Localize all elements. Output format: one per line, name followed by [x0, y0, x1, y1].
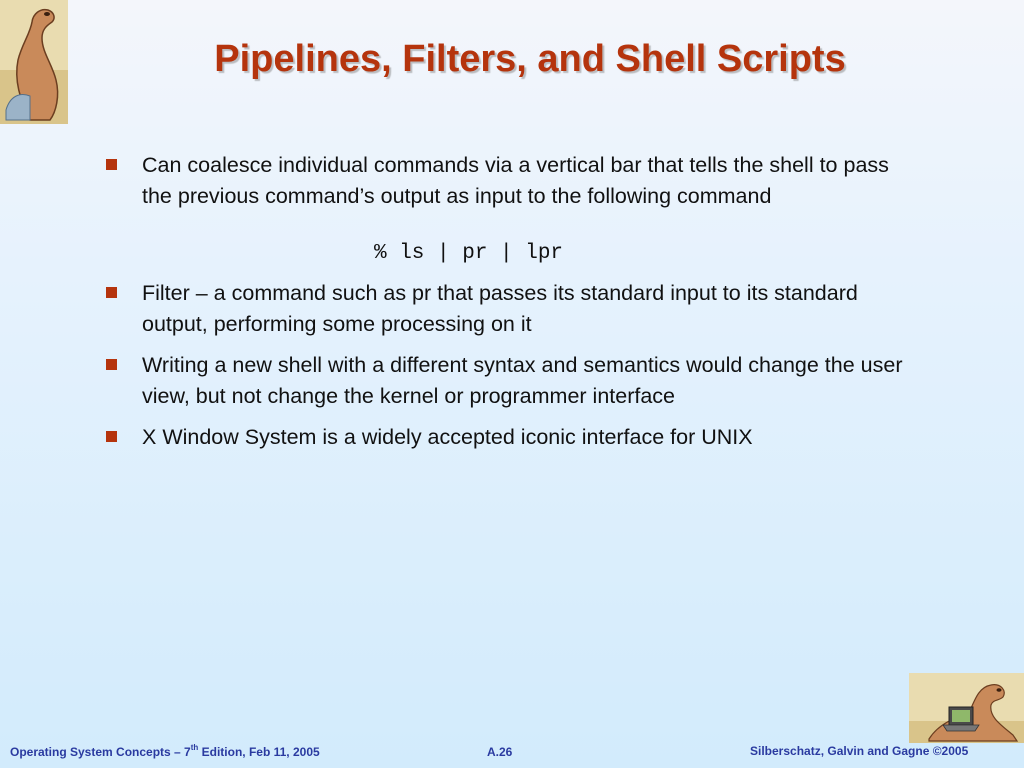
- square-bullet-icon: [106, 359, 117, 370]
- bullet-text: Can coalesce individual commands via a vertical bar that tells the shell to pass the previous command’s output as input to the following command: [142, 153, 889, 208]
- code-example: % ls | pr | lpr: [374, 242, 564, 265]
- bullet-item: [104, 350, 904, 412]
- bullet-item: [104, 150, 904, 212]
- slide-title: Pipelines, Filters, and Shell Scripts: [214, 38, 846, 80]
- bullet-item: [104, 422, 904, 453]
- footer-page-number: A.26: [487, 745, 513, 759]
- slide-content: [104, 150, 904, 463]
- square-bullet-icon: [106, 159, 117, 170]
- square-bullet-icon: [106, 431, 117, 442]
- footer-book-title: Operating System Concepts – 7th Edition, Feb 11, 2005: [10, 743, 320, 759]
- bullet-item: [104, 278, 904, 340]
- bullet-text: Writing a new shell with a different syntax and semantics would change the user view, but not change the kernel or programmer interface: [142, 353, 903, 408]
- footer-copyright: Silberschatz, Galvin and Gagne ©2005: [750, 744, 969, 758]
- bullet-text: X Window System is a widely accepted iconic interface for UNIX: [142, 425, 753, 449]
- dinosaur-laptop-logo-icon: [909, 673, 1024, 743]
- bullet-text: Filter – a command such as pr that passes its standard input to its standard output, performing some processing on it: [142, 281, 858, 336]
- square-bullet-icon: [106, 287, 117, 298]
